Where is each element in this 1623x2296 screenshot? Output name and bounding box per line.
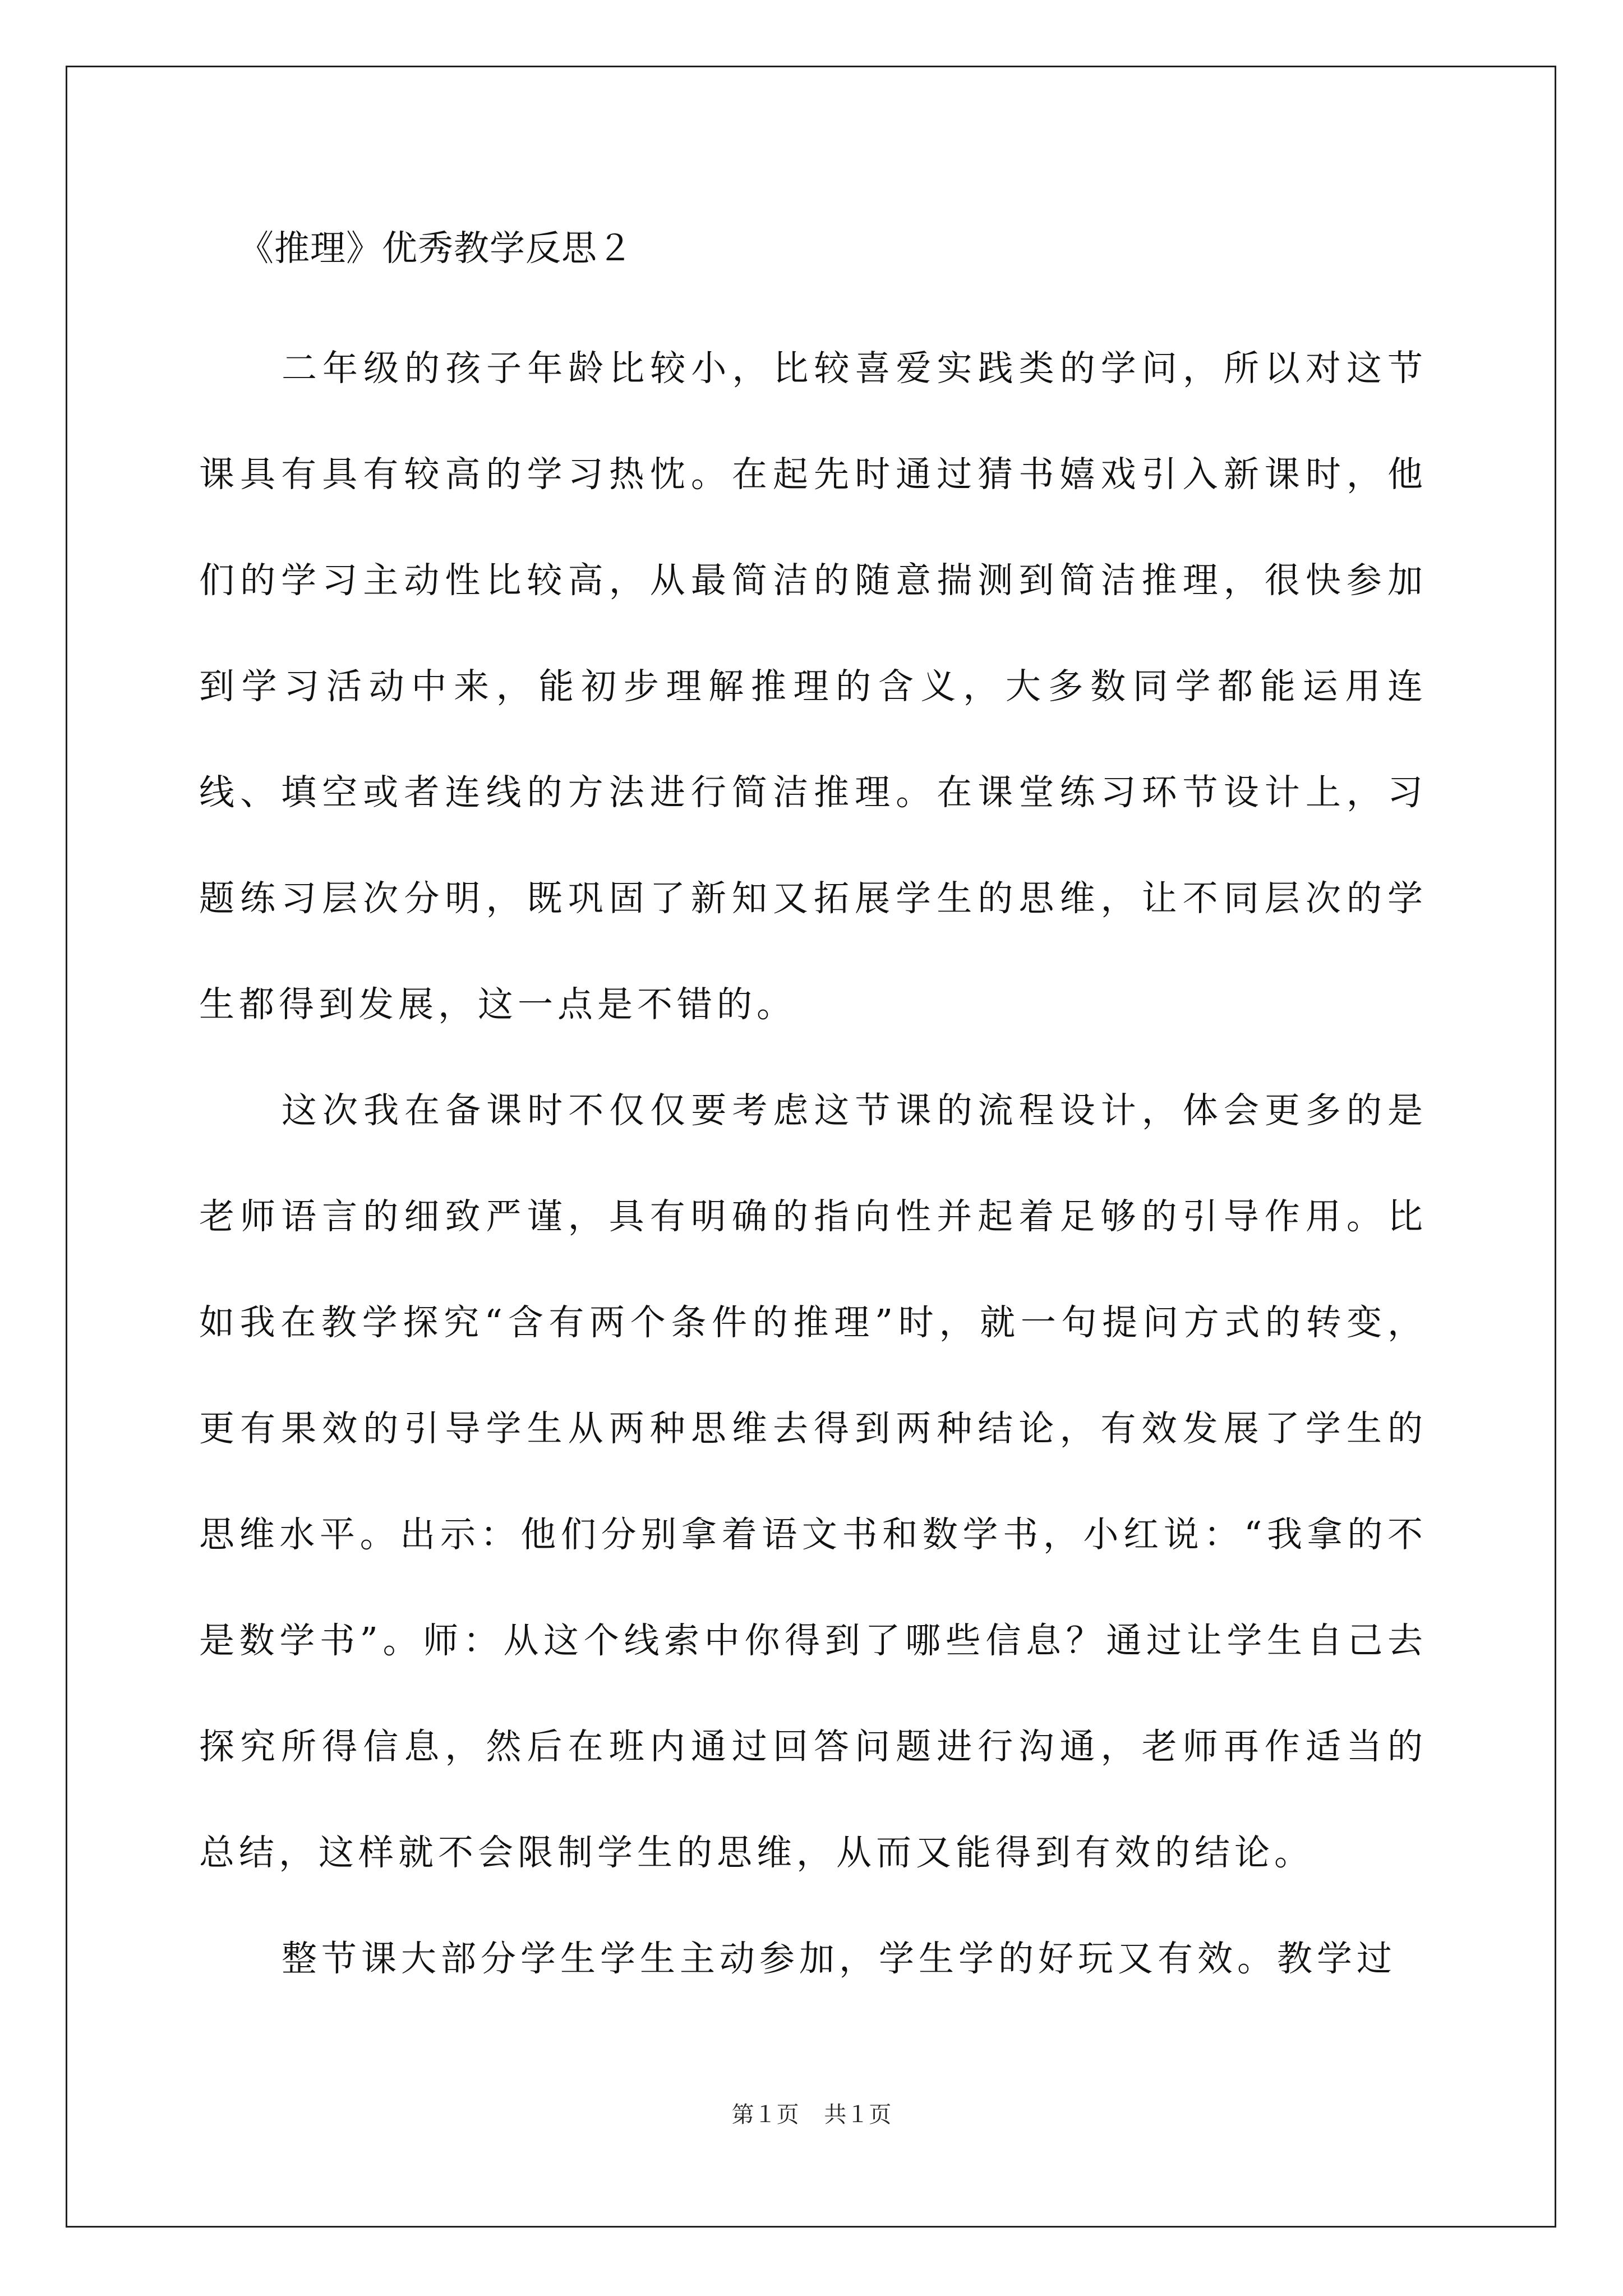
page-number-current: 第１页: [731, 2102, 799, 2128]
paragraph-2: 这次我在备课时不仅仅要考虑这节课的流程设计，体会更多的是老师语言的细致严谨，具有明确的指向性并起着足够的引导作用。比如我在教学探究“含有两个条件的推理”时，就一句提问方式的转变，更有果效的引导学生从两种思维去得到两种结论，有效发展了学生的思维水平。出示：他们分别拿着语文书和数学书，小红说：“我拿的不是数学书”。师：从这个线索中你得到了哪些信息？通过让学生自己去探究所得信息，然后在班内通过回答问题进行沟通，老师再作适当的总结，这样就不会限制学生的思维，从而又能得到有效的结论。: [199, 1090, 1427, 1873]
document-body: [199, 223, 1427, 2012]
page-number-total: 共１页: [824, 2102, 892, 2128]
paragraph-1: 二年级的孩子年龄比较小，比较喜爱实践类的学问，所以对这节课具有具有较高的学习热忱。在起先时通过猜书嬉戏引入新课时，他们的学习主动性比较高，从最简洁的随意揣测到简洁推理，很快参加到学习活动中来，能初步理解推理的含义，大多数同学都能运用连线、填空或者连线的方法进行简洁推理。在课堂练习环节设计上，习题练习层次分明，既巩固了新知又拓展学生的思维，让不同层次的学生都得到发展，这一点是不错的。: [199, 348, 1427, 1025]
page-footer: [0, 2101, 1623, 2129]
document-title: 《推理》优秀教学反思２: [238, 228, 633, 269]
paragraph-3: 整节课大部分学生学生主动参加，学生学的好玩又有效。教学过: [282, 1938, 1396, 1979]
